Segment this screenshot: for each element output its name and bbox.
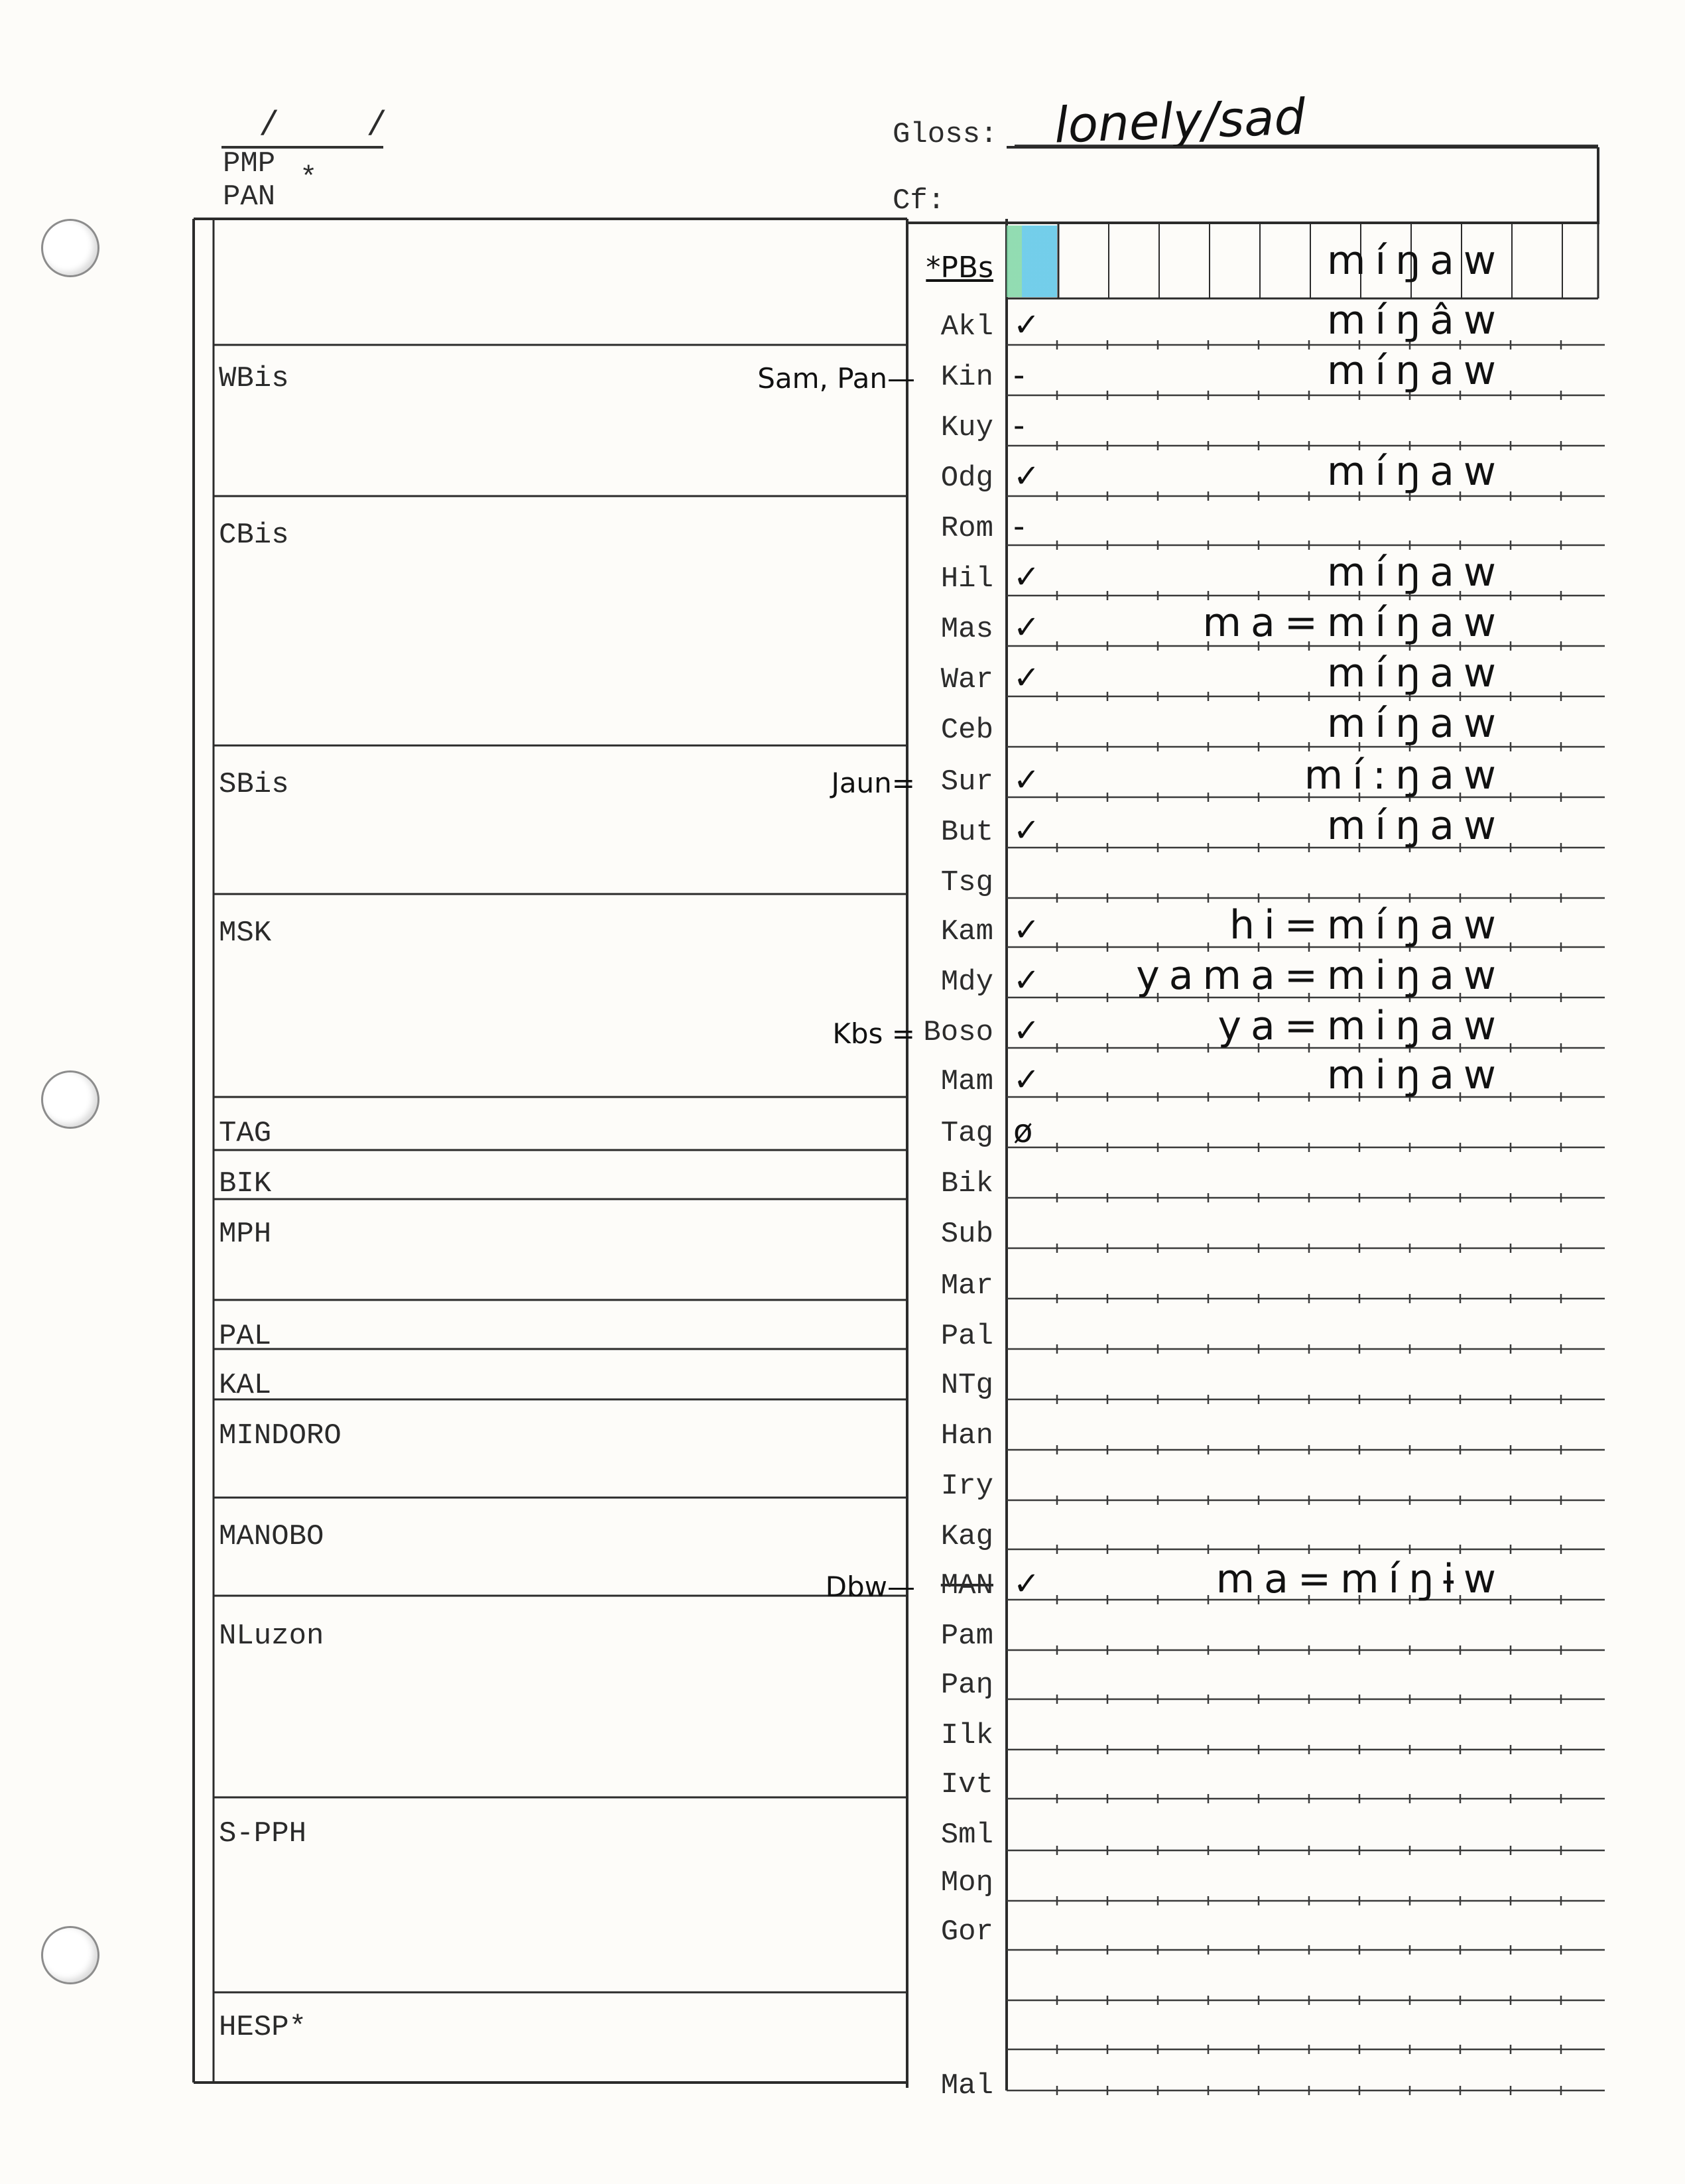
check-mark: - — [1013, 508, 1025, 545]
group-label: HESP* — [219, 2011, 307, 2044]
date-slashes: / / — [259, 106, 420, 145]
reflex-form: míŋaw — [1327, 549, 1505, 596]
language-code: NTg — [940, 1369, 993, 1402]
pmp-label: PMP — [223, 147, 276, 180]
language-code: Sml — [940, 1819, 993, 1852]
group-label: MPH — [219, 1218, 272, 1251]
check-mark: ✓ — [1013, 458, 1040, 495]
language-code: Kag — [940, 1520, 993, 1553]
check-mark: ✓ — [1013, 609, 1040, 646]
group-label: MINDORO — [219, 1419, 342, 1452]
group-label: PAL — [219, 1320, 272, 1353]
language-code: Ilk — [940, 1719, 993, 1752]
margin-note: Dbw— — [825, 1571, 915, 1603]
margin-note: Jaun= — [831, 767, 915, 799]
group-label: TAG — [219, 1117, 272, 1150]
cf-label: Cf: — [893, 184, 946, 218]
language-code: Kam — [940, 915, 993, 948]
language-code: Mam — [940, 1065, 993, 1098]
reflex-form: míŋâw — [1327, 297, 1505, 344]
check-mark: ✓ — [1013, 1565, 1040, 1602]
reflex-form: míŋaw — [1327, 650, 1505, 696]
asterisk-mark: * — [300, 162, 318, 195]
group-label: MSK — [219, 917, 272, 950]
language-code: Tag — [940, 1117, 993, 1150]
group-label: MANOBO — [219, 1520, 324, 1553]
language-code: Bik — [940, 1167, 993, 1200]
check-mark: ✓ — [1013, 1061, 1040, 1098]
language-code: Odg — [940, 462, 993, 495]
language-code: Ivt — [940, 1768, 993, 1801]
check-mark: ✓ — [1013, 659, 1040, 696]
group-label: SBis — [219, 768, 289, 801]
group-label: CBis — [219, 519, 289, 552]
reflex-form: ya=miŋaw — [1217, 1003, 1505, 1049]
language-code: Mdy — [940, 966, 993, 999]
reflex-form: míŋaw — [1327, 803, 1505, 849]
margin-note: Kbs = — [832, 1017, 915, 1050]
pan-label: PAN — [223, 180, 276, 214]
reflex-form: míŋaw — [1327, 237, 1505, 284]
reflex-form: míŋaw — [1327, 348, 1505, 394]
language-code: Rom — [940, 512, 993, 545]
gloss-label: Gloss: — [893, 118, 998, 151]
language-code: Tsg — [940, 866, 993, 899]
group-label: KAL — [219, 1369, 272, 1402]
check-mark: ✓ — [1013, 306, 1040, 344]
check-mark: ✓ — [1013, 812, 1040, 849]
language-code: But — [940, 816, 993, 849]
language-code: Han — [940, 1419, 993, 1452]
check-mark: ✓ — [1013, 558, 1040, 596]
gloss-value: lonely/sad — [1053, 88, 1306, 155]
reflex-form: míŋaw — [1327, 448, 1505, 495]
check-mark: ✓ — [1013, 962, 1040, 999]
check-mark: ø — [1013, 1113, 1033, 1150]
language-code: Pam — [940, 1620, 993, 1653]
reflex-form: yama=miŋaw — [1136, 952, 1505, 999]
language-code: *PBs — [926, 251, 993, 285]
language-code: Gor — [940, 1915, 993, 1949]
language-code: Sur — [940, 765, 993, 799]
language-code: MAN — [940, 1569, 993, 1602]
language-code: Boso — [923, 1016, 993, 1049]
group-label: S-PPH — [219, 1817, 307, 1850]
language-code: Pal — [940, 1320, 993, 1353]
language-code: Hil — [940, 562, 993, 596]
reflex-form: mí:ŋaw — [1304, 752, 1505, 799]
group-label: NLuzon — [219, 1620, 324, 1653]
language-code: Kuy — [940, 411, 993, 444]
language-code: Iry — [940, 1470, 993, 1503]
check-mark: ✓ — [1013, 761, 1040, 799]
margin-note: Sam, Pan— — [757, 362, 915, 395]
reflex-form: hi=míŋaw — [1229, 902, 1505, 948]
language-code: Mas — [940, 613, 993, 646]
check-mark: ✓ — [1013, 1012, 1040, 1049]
language-code: Paŋ — [940, 1669, 993, 1702]
language-code: Mal — [940, 2069, 993, 2102]
reflex-form: ma=míŋɨw — [1216, 1556, 1505, 1602]
group-label: BIK — [219, 1167, 272, 1200]
language-code: Kin — [940, 361, 993, 394]
reflex-form: miŋaw — [1327, 1052, 1505, 1098]
reflex-form: ma=míŋaw — [1202, 600, 1505, 646]
reflex-form: míŋaw — [1327, 700, 1505, 747]
check-mark: - — [1013, 407, 1025, 444]
language-code: Ceb — [940, 714, 993, 747]
check-mark: - — [1013, 357, 1025, 394]
language-code: Mar — [940, 1269, 993, 1303]
language-code: War — [940, 663, 993, 696]
language-code: Sub — [940, 1218, 993, 1251]
group-label: WBis — [219, 362, 289, 395]
check-mark: ✓ — [1013, 911, 1040, 948]
language-code: Moŋ — [940, 1866, 993, 1899]
language-code: Akl — [940, 310, 993, 344]
